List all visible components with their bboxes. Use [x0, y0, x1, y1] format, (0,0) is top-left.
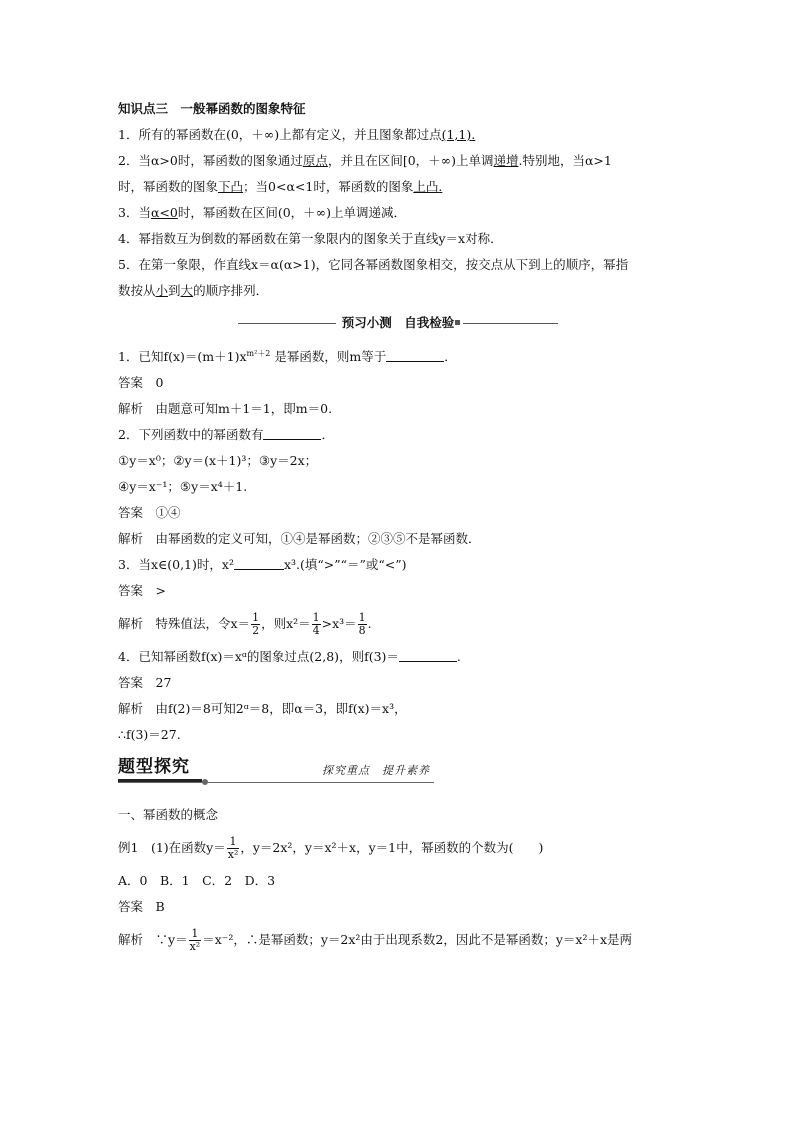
knowledge-point-4: 4．幂指数互为倒数的幂函数在第一象限内的图象关于直线y＝x对称． [118, 231, 503, 246]
section-divider [118, 310, 678, 336]
quiz-explanation-4-cont: ∴f(3)＝27. [118, 727, 181, 742]
fraction-one-over-x-squared: $\frac{1}{\text{x²}}$ [227, 835, 239, 861]
type-heading: 一、幂函数的概念 [118, 807, 219, 822]
section-subtitle: 探究重点 提升素养 [322, 764, 430, 777]
knowledge-point-3: 3．当α<0时，幂函数在区间(0，＋∞)上单调递减． [118, 205, 406, 220]
divider-label: 预习小测 自我检验 [336, 315, 461, 330]
quiz-explanation-3: 解析 特殊值法，令x＝ $\frac{1}{2}$ ，则x²＝ $\frac{1}{4}$ >x³＝ $\frac{1}{8}$ . [118, 611, 372, 637]
example-1-answer: 答案 B [118, 899, 165, 914]
example-1-explanation: 解析 ∵y＝ $\frac{1}{\text{x²}}$ ＝x⁻²，∴是幂函数；y＝2x²由于出现系数2，因此不是幂函数；y＝x²＋x是两 [118, 927, 633, 953]
quiz-question-1: 1．已知$f(x)=(m+1)x^{m^2+2}$ 是幂函数，则m等于 ． [118, 348, 457, 364]
answer-blank [234, 555, 284, 570]
quiz-answer-1: 答案 0 [118, 375, 164, 390]
fraction-one-over-x-squared: $\frac{1}{\text{x²}}$ [189, 927, 201, 953]
section-header [118, 752, 678, 786]
quiz-question-3: 3．当x∈(0,1)时，x² x³.(填“>”“＝”或“<”) [118, 557, 407, 572]
section-title: 题型探究 [118, 757, 190, 777]
quiz-answer-4: 答案 27 [118, 675, 172, 690]
answer-blank [263, 425, 321, 440]
answer-blank [386, 347, 444, 362]
fraction-one-quarter: $\frac{1}{4}$ [312, 611, 320, 637]
fraction-one-eighth: $\frac{1}{8}$ [358, 611, 366, 637]
knowledge-title: 知识点三 一般幂函数的图象特征 [118, 101, 306, 116]
answer-blank [399, 647, 457, 662]
quiz-question-2: 2．下列函数中的幂函数有 ． [118, 427, 334, 442]
knowledge-point-5: 5．在第一象限，作直线x＝α(α>1)，它同各幂函数图象相交，按交点从下到上的顺序，幂指 [118, 257, 629, 272]
quiz-answer-2: 答案 ①④ [118, 505, 181, 520]
quiz-options-2a: ①y＝x⁰；②y＝(x＋1)³；③y＝2x； [118, 453, 318, 468]
quiz-question-4: 4．已知幂函数f(x)＝xᵅ的图象过点(2,8)，则f(3)＝ . [118, 649, 461, 664]
quiz-explanation-2: 解析 由幂函数的定义可知，①④是幂函数；②③⑤不是幂函数． [118, 531, 481, 546]
example-1-choices: A．0 B．1 C．2 D．3 [118, 873, 276, 888]
knowledge-point-2-cont: 时，幂函数的图象下凸；当0<α<1时，幂函数的图象上凸. [118, 179, 443, 194]
knowledge-point-1: 1．所有的幂函数在(0，＋∞)上都有定义，并且图象都过点(1,1). [118, 127, 476, 142]
divider-square-right [455, 320, 460, 325]
document-page [118, 96, 678, 960]
divider-rule-right [463, 323, 558, 324]
quiz-options-2b: ④y＝x⁻¹；⑤y＝x⁴＋1. [118, 479, 248, 494]
knowledge-point-2: 2．当α>0时，幂函数的图象通过原点，并且在区间[0，＋∞)上单调递增.特别地，当α>1 [118, 153, 612, 168]
quiz-explanation-1: 解析 由题意可知m＋1＝1，即m＝0. [118, 401, 333, 416]
fraction-one-half: $\frac{1}{2}$ [252, 611, 260, 637]
quiz-answer-3: 答案 > [118, 583, 166, 598]
knowledge-point-5-cont: 数按从小到大的顺序排列． [118, 283, 269, 298]
divider-rule-left [238, 323, 348, 324]
quiz-explanation-4: 解析 由f(2)＝8可知2ᵅ＝8，即α＝3，即f(x)＝x³， [118, 701, 407, 716]
example-1: 例1 (1)在函数y＝ $\frac{1}{\text{x²}}$ ，y＝2x²，y＝x²＋x，y＝1中，幂函数的个数为( ) [118, 835, 544, 861]
